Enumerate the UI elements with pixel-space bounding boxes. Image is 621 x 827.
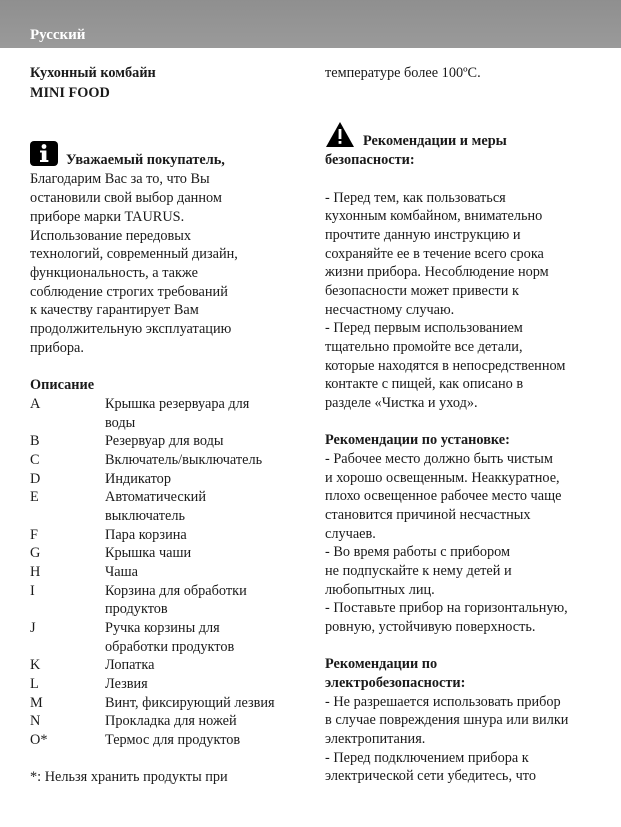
part-key: C bbox=[30, 452, 40, 468]
part-key: M bbox=[30, 695, 43, 711]
warning-icon bbox=[325, 121, 355, 148]
install-line: случаев. bbox=[325, 526, 376, 542]
footnote: *: Нельзя хранить продукты при bbox=[30, 769, 228, 785]
part-desc: Термос для продуктов bbox=[105, 732, 241, 748]
part-desc: Крышка чаши bbox=[105, 545, 192, 561]
part-key: J bbox=[30, 620, 36, 636]
part-desc: Индикатор bbox=[105, 471, 171, 487]
part-desc: обработки продуктов bbox=[105, 639, 235, 655]
intro-line: соблюдение строгих требований bbox=[30, 284, 228, 300]
install-line: плохо освещенное рабочее место чаще bbox=[325, 488, 562, 504]
safety-line: разделе «Чистка и уход». bbox=[325, 395, 478, 411]
electric-line: в случае повреждения шнура или вилки bbox=[325, 712, 569, 728]
part-desc: Ручка корзины для bbox=[105, 620, 220, 636]
page-header bbox=[0, 0, 621, 48]
language-label: Русский bbox=[30, 27, 86, 43]
intro-line: Благодарим Вас за то, что Вы bbox=[30, 171, 210, 187]
part-desc: Пара корзина bbox=[105, 527, 187, 543]
part-desc: выключатель bbox=[105, 508, 185, 524]
part-desc: Лопатка bbox=[105, 657, 155, 673]
part-desc: Автоматический bbox=[105, 489, 206, 505]
intro-line: приборе марки TAURUS. bbox=[30, 209, 185, 225]
part-key: O* bbox=[30, 732, 48, 748]
part-key: L bbox=[30, 676, 39, 692]
part-key: K bbox=[30, 657, 41, 673]
intro-heading: Уважаемый покупатель, bbox=[66, 152, 225, 168]
install-line: становится причиной несчастных bbox=[325, 507, 531, 523]
safety-line: тщательно промойте все детали, bbox=[325, 339, 523, 355]
part-desc: Прокладка для ножей bbox=[105, 713, 237, 729]
part-key: N bbox=[30, 713, 41, 729]
safety-heading: Рекомендации и меры bbox=[363, 133, 507, 149]
intro-line: прибора. bbox=[30, 340, 84, 356]
part-key: F bbox=[30, 527, 38, 543]
part-desc: Резервуар для воды bbox=[105, 433, 224, 449]
part-desc: Включатель/выключатель bbox=[105, 452, 263, 468]
safety-line: безопасности может привести к bbox=[325, 283, 519, 299]
install-line: - Поставьте прибор на горизонтальную, bbox=[325, 600, 568, 616]
part-desc: продуктов bbox=[105, 601, 168, 617]
safety-line: которые находятся в непосредственном bbox=[325, 358, 566, 374]
description-heading: Описание bbox=[30, 377, 95, 393]
part-key: E bbox=[30, 489, 39, 505]
electric-line: электрической сети убедитесь, что bbox=[325, 768, 536, 784]
part-key: A bbox=[30, 396, 41, 412]
install-line: не подпускайте к нему детей и bbox=[325, 563, 512, 579]
intro-line: продолжительную эксплуатацию bbox=[30, 321, 232, 337]
part-desc: воды bbox=[105, 415, 136, 431]
part-key: I bbox=[30, 583, 35, 599]
part-desc: Винт, фиксирующий лезвия bbox=[105, 695, 275, 711]
product-title-line2: MINI FOOD bbox=[30, 85, 110, 101]
part-desc: Корзина для обработки bbox=[105, 583, 247, 599]
safety-line: несчастному случаю. bbox=[325, 302, 455, 318]
product-title-line1: Кухонный комбайн bbox=[30, 65, 156, 81]
intro-line: Использование передовых bbox=[30, 228, 192, 244]
part-desc: Лезвия bbox=[105, 676, 148, 692]
intro-line: технологий, современный дизайн, bbox=[30, 246, 238, 262]
safety-line: - Перед первым использованием bbox=[325, 320, 523, 336]
part-key: G bbox=[30, 545, 41, 561]
electric-line: электропитания. bbox=[325, 731, 426, 747]
install-line: любопытных лиц. bbox=[325, 582, 435, 598]
safety-line: - Перед тем, как пользоваться bbox=[325, 190, 506, 206]
install-line: и хорошо освещенным. Неаккуратное, bbox=[325, 470, 560, 486]
intro-line: остановили свой выбор данном bbox=[30, 190, 222, 206]
part-desc: Крышка резервуара для bbox=[105, 396, 250, 412]
install-heading: Рекомендации по установке: bbox=[325, 432, 510, 448]
install-line: - Во время работы с прибором bbox=[325, 544, 511, 560]
safety-line: кухонным комбайном, внимательно bbox=[325, 208, 543, 224]
safety-heading-cont: безопасности: bbox=[325, 152, 415, 168]
continuation-line: температуре более 100ºС. bbox=[325, 65, 481, 81]
info-icon bbox=[30, 141, 58, 166]
electric-heading: Рекомендации по bbox=[325, 656, 438, 672]
safety-line: сохраняйте ее в течение всего срока bbox=[325, 246, 544, 262]
safety-line: прочтите данную инструкцию и bbox=[325, 227, 521, 243]
install-line: - Рабочее место должно быть чистым bbox=[325, 451, 553, 467]
electric-line: - Не разрешается использовать прибор bbox=[325, 694, 561, 710]
part-desc: Чаша bbox=[105, 564, 138, 580]
electric-heading-cont: электробезопасности: bbox=[325, 675, 466, 691]
intro-line: к качеству гарантирует Вам bbox=[30, 302, 199, 318]
safety-line: жизни прибора. Несоблюдение норм bbox=[325, 264, 549, 280]
part-key: D bbox=[30, 471, 41, 487]
safety-line: контакте с пищей, как описано в bbox=[325, 376, 524, 392]
install-line: ровную, устойчивую поверхность. bbox=[325, 619, 536, 635]
part-key: B bbox=[30, 433, 40, 449]
electric-line: - Перед подключением прибора к bbox=[325, 750, 529, 766]
part-key: H bbox=[30, 564, 41, 580]
intro-line: функциональность, а также bbox=[30, 265, 198, 281]
